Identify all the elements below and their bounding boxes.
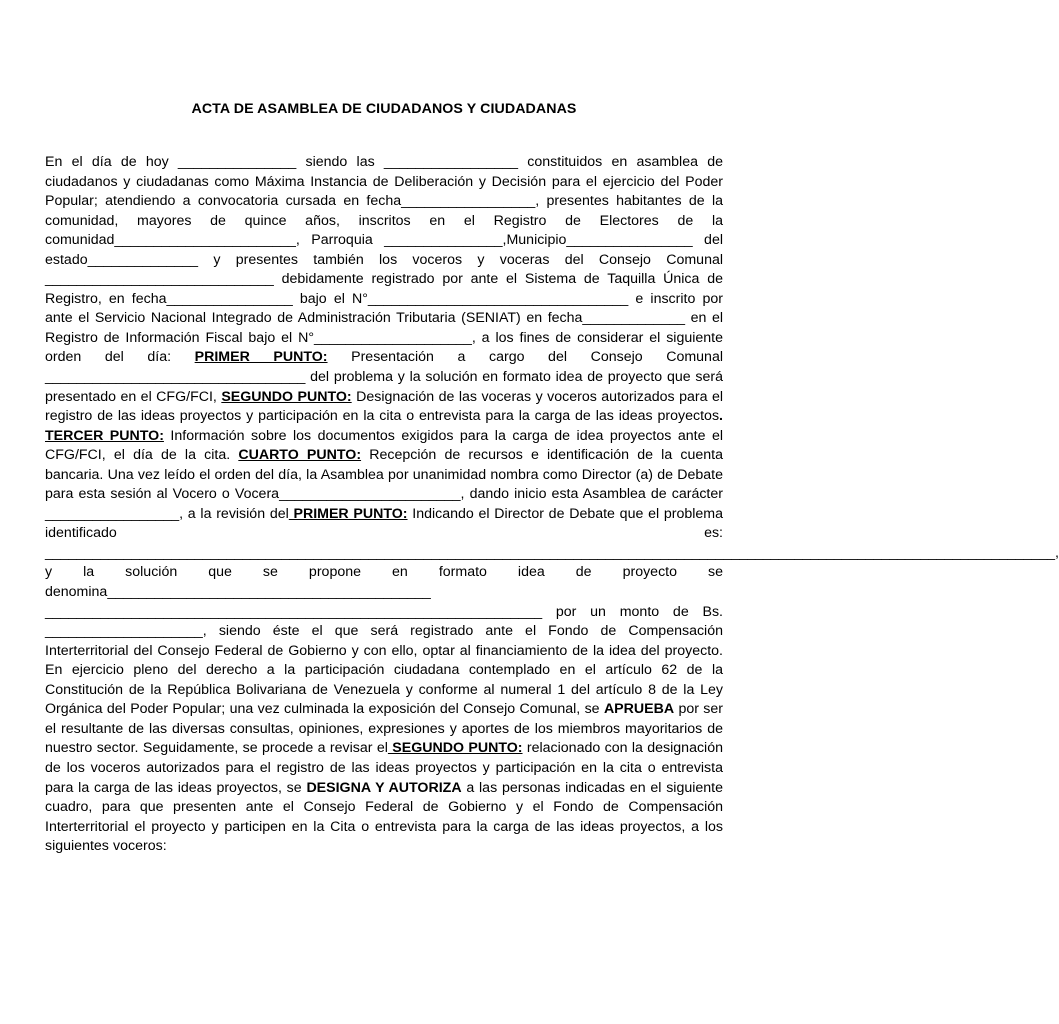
heading-primer-punto: PRIMER PUNTO: (194, 349, 328, 366)
text-segment: Indicando el Director de Debate que el problema identificado es: ________________________________________________________________________________________________________________________________, y la solución que se propone en formato idea de proyecto se denomina_________________________________________ _______________________________________________________________ por un monto de Bs. ____________________, siendo éste el que será registrado ante el Fondo de Compensación Interterritorial del Consejo Federal de Gobierno y con ello, optar al financiamiento de la idea del proyecto. En ejercicio pleno del derecho a la participación ciudadana contemplado en el artículo 62 de la Constitución de la República Bolivariana de Venezuela y conforme al numeral 1 del artículo 8 de la Ley Orgánica del Poder Popular; una vez culminada la exposición del Consejo Comunal, se (45, 505, 1059, 718)
body-paragraph (45, 153, 1059, 857)
heading-segundo-punto: SEGUNDO PUNTO: (221, 388, 352, 405)
aprueba-emphasis: APRUEBA (603, 701, 675, 718)
text-segment: relacionado con la designación de los voceros autorizados para el registro de las ideas proyectos y participación en la cita o entrevista para la carga de las ideas proyectos, se (45, 740, 723, 796)
text-segment: Designación de las voceras y voceros autorizados para el registro de las ideas proyectos y participación en la cita o entrevista para la carga de las ideas proyectos (45, 388, 723, 425)
text-segment: Recepción de recursos e identificación de la cuenta bancaria. Una vez leído el orden del día, la Asamblea por unanimidad nombra como Director (a) de Debate para esta sesión al Vocero o Vocera_______________________, dando inicio esta Asamblea de carácter _________________, a la revisión del (45, 447, 723, 522)
text-segment: a las personas indicadas en el siguiente cuadro, para que presenten ante el Consejo Federal de Gobierno y el Fondo de Compensación Interterritorial el proyecto y participen en la Cita o entrevista para la carga de las ideas proyectos, a los siguientes voceros: (45, 779, 723, 855)
document-body (45, 153, 1059, 857)
text-segment-bold: . (719, 408, 723, 425)
heading-primer-punto-ref: PRIMER PUNTO: (288, 505, 408, 522)
heading-segundo-punto-ref: SEGUNDO PUNTO: (387, 740, 523, 757)
text-segment: En el día de hoy _______________ siendo las _________________ constituidos en asamblea de ciudadanos y ciudadanas como Máxima Instancia de Deliberación y Decisión para el ejercicio del Poder Popular; atendiendo a convocatoria cursada en fecha_________________, presentes habitantes de la comunidad, mayores de quince años, inscritos en el Registro de Electores de la comunidad_______________________, Parroquia _______________,Municipio________________ del estado______________ y presentes también los voceros y voceras del Consejo Comunal _____________________________ debidamente registrado por ante el Sistema de Taquilla Única de Registro, en fecha________________ bajo el N°_________________________________ e inscrito por ante el Servicio Nacional Integrado de Administración Tributaria (SENIAT) en fecha_____________ en el Registro de Información Fiscal bajo el N°____________________, a los fines de considerar el siguiente orden del día: (45, 154, 723, 366)
text-segment: Presentación a cargo del Consejo Comunal _________________________________ del problema y la solución en formato idea de proyecto que será presentado en el CFG/FCI, (45, 349, 723, 405)
heading-cuarto-punto: CUARTO PUNTO: (238, 447, 362, 464)
heading-tercer-punto: TERCER PUNTO: (45, 427, 164, 444)
text-segment: Información sobre los documentos exigidos para la carga de idea proyectos ante el CFG/FCI, el día de la cita. (45, 427, 723, 464)
designa-autoriza-emphasis: DESIGNA Y AUTORIZA (306, 779, 462, 796)
text-segment: por ser el resultante de las diversas consultas, opiniones, expresiones y aportes de los miembros mayoritarios de nuestro sector. Seguidamente, se procede a revisar el (45, 701, 724, 757)
document-title: ACTA DE ASAMBLEA DE CIUDADANOS Y CIUDADANAS (191, 101, 577, 117)
